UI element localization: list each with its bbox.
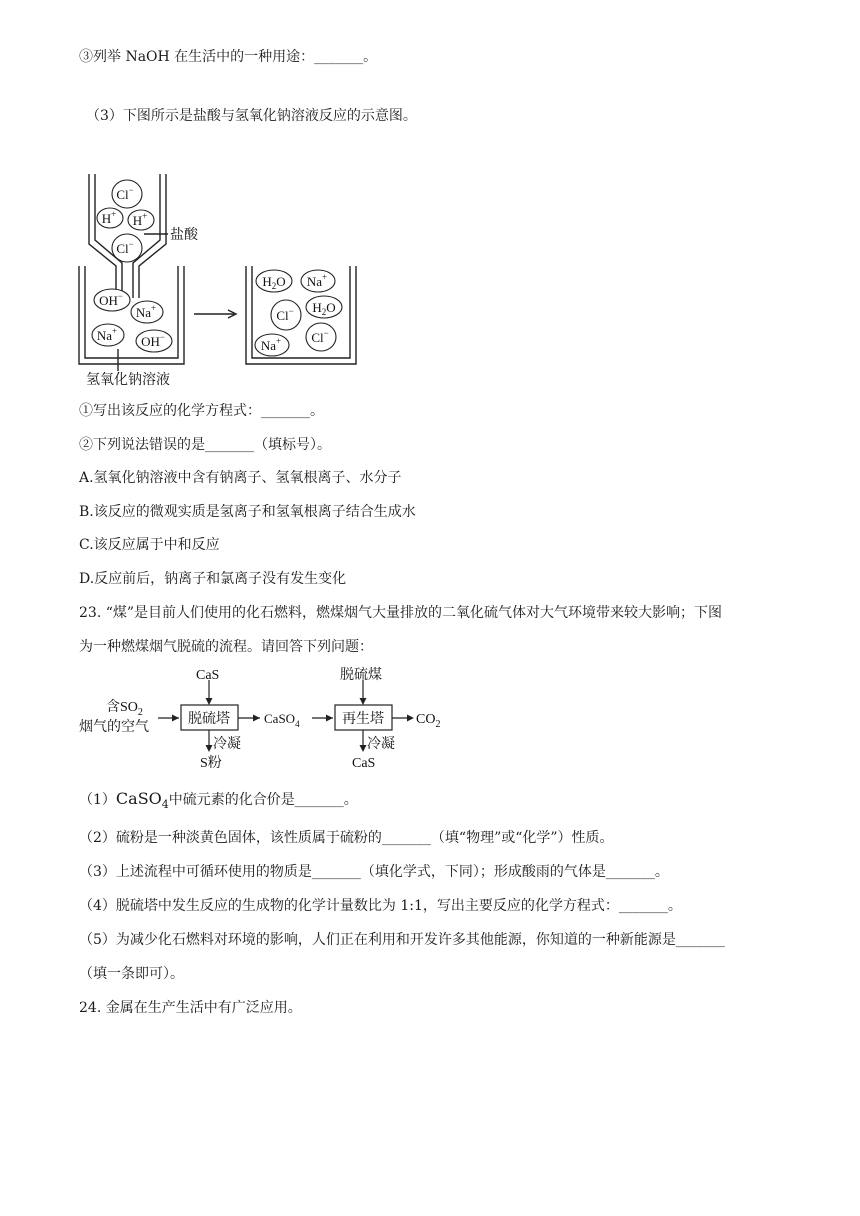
svg-text:CaS: CaS <box>196 668 220 683</box>
svg-text:Cl−: Cl− <box>116 239 134 256</box>
svg-text:脱硫煤: 脱硫煤 <box>340 668 382 683</box>
question-23-part1 <box>79 789 358 815</box>
question-23-part5-cont: （填一条即可）。 <box>79 966 184 982</box>
svg-text:CaSO4: CaSO$_4$ <box>264 711 300 729</box>
svg-text:H+: H+ <box>132 211 148 228</box>
caso4-formula: CaSO$_4$ <box>115 789 169 812</box>
svg-text:Cl−: Cl− <box>276 306 294 323</box>
svg-text:再生塔: 再生塔 <box>342 712 384 727</box>
svg-text:OH−: OH− <box>141 332 165 349</box>
svg-text:冷凝: 冷凝 <box>367 737 395 752</box>
svg-text:Na+: Na+ <box>260 336 282 353</box>
svg-text:Cl−: Cl− <box>116 185 134 202</box>
part1-prefix: （1） <box>79 792 116 808</box>
svg-text:OH−: OH− <box>99 291 123 308</box>
option-b: B.该反应的微观实质是氢离子和氢氧根离子结合生成水 <box>79 504 416 520</box>
desulfurization-flowchart <box>76 664 456 776</box>
question-line-naoh-use: ③列举 NaOH 在生活中的一种用途：_______。 <box>79 49 378 65</box>
svg-text:含SO2: 含$SO_2$ <box>106 700 143 718</box>
svg-text:H2O: $H_2O$ <box>262 274 286 291</box>
question-23-part4: （4）脱硫塔中发生反应的生成物的化学计量数比为 1:1，写出主要反应的化学方程式：_______。 <box>79 898 682 914</box>
svg-text:冷凝: 冷凝 <box>213 737 241 752</box>
svg-text:Na+: Na+ <box>306 272 328 289</box>
question-line-equation: ①写出该反应的化学方程式：_______。 <box>79 403 324 419</box>
svg-text:CaS: CaS <box>352 756 376 771</box>
option-a: A.氢氧化钠溶液中含有钠离子、氢氧根离子、水分子 <box>79 470 402 486</box>
question-23-part2: （2）硫粉是一种淡黄色固体，该性质属于硫粉的_______（填“物理”或“化学”）性质。 <box>79 830 614 846</box>
svg-text:Cl−: Cl− <box>311 328 329 345</box>
acid-label: 盐酸 <box>170 228 198 243</box>
svg-text:H+: H+ <box>101 209 117 226</box>
svg-text:Na+: Na+ <box>96 326 118 343</box>
base-label: 氢氧化钠溶液 <box>86 373 170 388</box>
question-23-part3: （3）上述流程中可循环使用的物质是_______（填化学式，下同）；形成酸雨的气体是_______。 <box>79 864 669 880</box>
question-23-line1: 23. “煤”是目前人们使用的化石燃料，燃煤烟气大量排放的二氧化硫气体对大气环境带来较大影响；下图 <box>79 605 723 621</box>
svg-text:脱硫塔: 脱硫塔 <box>188 712 230 727</box>
svg-text:CO2: $CO_2$ <box>416 712 441 730</box>
part1-text: 中硫元素的化合价是_______。 <box>168 792 358 808</box>
question-23-part5: （5）为减少化石燃料对环境的影响，人们正在利用和开发许多其他能源，你知道的一种新能源是_______ <box>79 932 725 948</box>
question-24: 24. 金属在生产生活中有广泛应用。 <box>79 1000 302 1016</box>
question-line-wrong-statement: ②下列说法错误的是_______（填标号）。 <box>79 437 331 453</box>
question-23-line2: 为一种燃煤烟气脱硫的流程。请回答下列问题： <box>79 639 373 655</box>
svg-text:H2O: $H_2O$ <box>312 300 336 317</box>
option-d: D.反应前后，钠离子和氯离子没有发生变化 <box>79 571 347 587</box>
option-c: C.该反应属于中和反应 <box>79 537 220 553</box>
neutralization-diagram <box>76 168 376 390</box>
svg-text:S粉: S粉 <box>200 756 222 771</box>
svg-text:烟气的空气: 烟气的空气 <box>79 720 149 735</box>
svg-text:Na+: Na+ <box>135 303 157 320</box>
question-line-diagram-intro: （3）下图所示是盐酸与氢氧化钠溶液反应的示意图。 <box>86 108 417 124</box>
